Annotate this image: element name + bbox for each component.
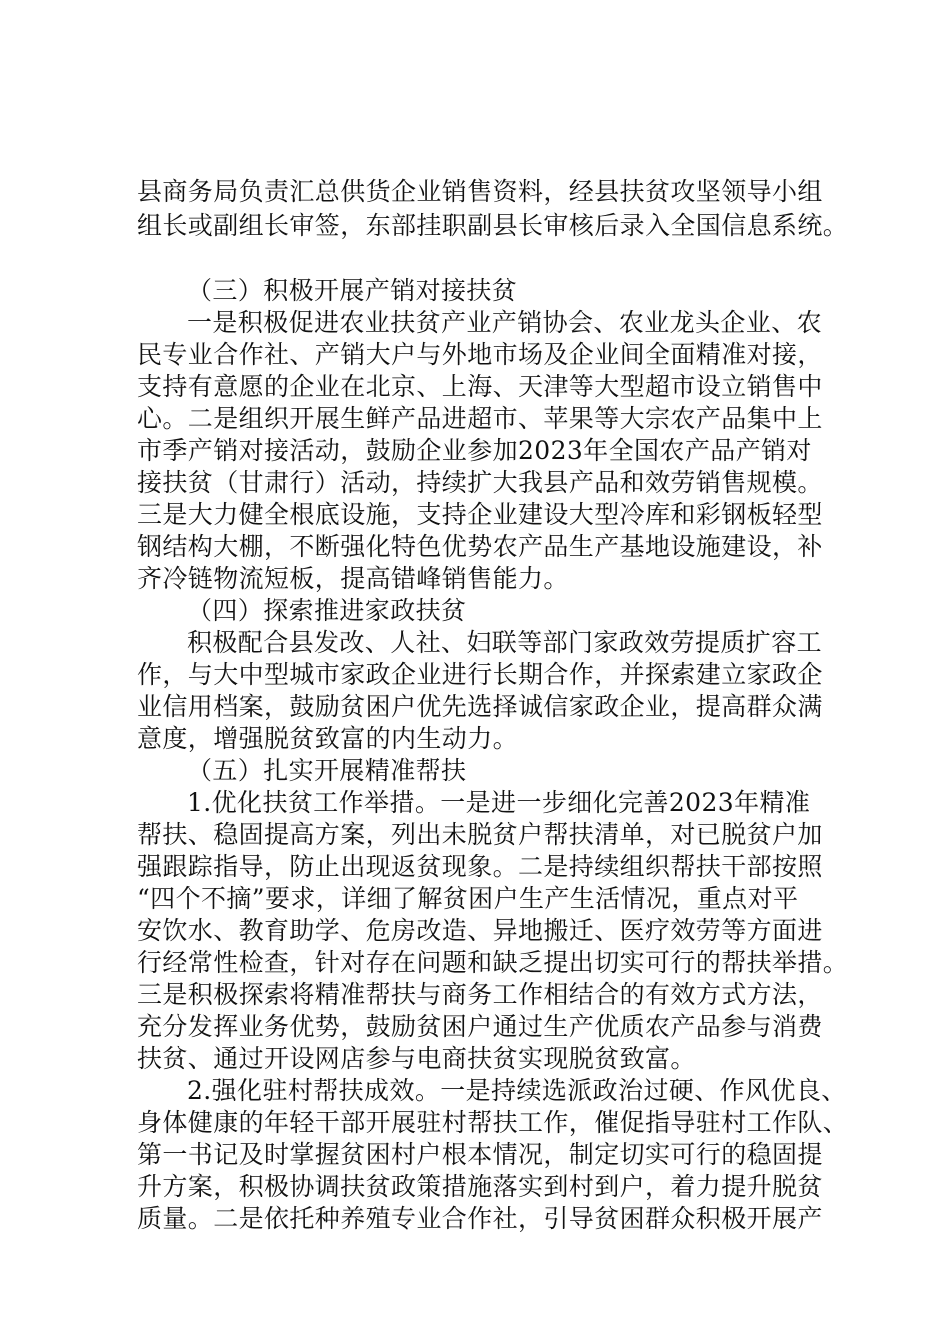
text-line: 身体健康的年轻干部开展驻村帮扶工作，催促指导驻村工作队、 — [137, 1108, 849, 1137]
text-line: 充分发挥业务优势，鼓励贫困户通过生产优质农产品参与消费 — [137, 1012, 823, 1041]
text-line: 升方案，积极协调扶贫政策措施落实到村到户，着力提升脱贫 — [137, 1172, 823, 1201]
text-line: 三是积极探索将精准帮扶与商务工作相结合的有效方式方法， — [137, 980, 823, 1009]
text-line: 齐冷链物流短板，提高错峰销售能力。 — [137, 564, 569, 593]
text-line: 第一书记及时掌握贫困村户根本情况，制定切实可行的稳固提 — [137, 1140, 823, 1169]
text-line: 一是积极促进农业扶贫产业产销协会、农业龙头企业、农 — [187, 308, 823, 337]
text-line: 三是大力健全根底设施，支持企业建设大型冷库和彩钢板轻型 — [137, 500, 823, 529]
text-line: 支持有意愿的企业在北京、上海、天津等大型超市设立销售中 — [137, 372, 823, 401]
text-line: 钢结构大棚，不断强化特色优势农产品生产基地设施建设，补 — [137, 532, 823, 561]
section-heading: （四）探索推进家政扶贫 — [187, 596, 467, 625]
section-heading: （五）扎实开展精准帮扶 — [187, 756, 467, 785]
text-line: 市季产销对接活动，鼓励企业参加2023年全国农产品产销对 — [137, 436, 812, 465]
text-line: 作，与大中型城市家政企业进行长期合作，并探索建立家政企 — [137, 660, 823, 689]
text-line: 质量。二是依托种养殖专业合作社，引导贫困群众积极开展产 — [137, 1204, 823, 1233]
section-heading: （三）积极开展产销对接扶贫 — [187, 276, 518, 305]
text-line: 接扶贫（甘肃行）活动，持续扩大我县产品和效劳销售规模。 — [137, 468, 823, 497]
text-line: 1.优化扶贫工作举措。一是进一步细化完善2023年精准 — [187, 788, 811, 817]
text-line: 民专业合作社、产销大户与外地市场及企业间全面精准对接， — [137, 340, 823, 369]
text-line: “四个不摘”要求，详细了解贫困户生产生活情况，重点对平 — [137, 884, 799, 913]
text-line: 心。二是组织开展生鲜产品进超市、苹果等大宗农产品集中上 — [137, 404, 823, 433]
text-line: 业信用档案，鼓励贫困户优先选择诚信家政企业，提高群众满 — [137, 692, 823, 721]
text-line: 行经常性检查，针对存在问题和缺乏提出切实可行的帮扶举措。 — [137, 948, 849, 977]
text-line: 强跟踪指导，防止出现返贫现象。二是持续组织帮扶干部按照 — [137, 852, 823, 881]
text-line: 意度，增强脱贫致富的内生动力。 — [137, 724, 519, 753]
text-line: 积极配合县发改、人社、妇联等部门家政效劳提质扩容工 — [187, 628, 823, 657]
text-line: 2.强化驻村帮扶成效。一是持续选派政治过硬、作风优良、 — [187, 1076, 847, 1105]
text-line: 组长或副组长审签，东部挂职副县长审核后录入全国信息系统。 — [137, 211, 849, 240]
text-line: 扶贫、通过开设网店参与电商扶贫实现脱贫致富。 — [137, 1044, 696, 1073]
text-line: 县商务局负责汇总供货企业销售资料，经县扶贫攻坚领导小组 — [137, 177, 823, 206]
text-line: 安饮水、教育助学、危房改造、异地搬迁、医疗效劳等方面进 — [137, 916, 823, 945]
text-line: 帮扶、稳固提高方案，列出未脱贫户帮扶清单，对已脱贫户加 — [137, 820, 823, 849]
